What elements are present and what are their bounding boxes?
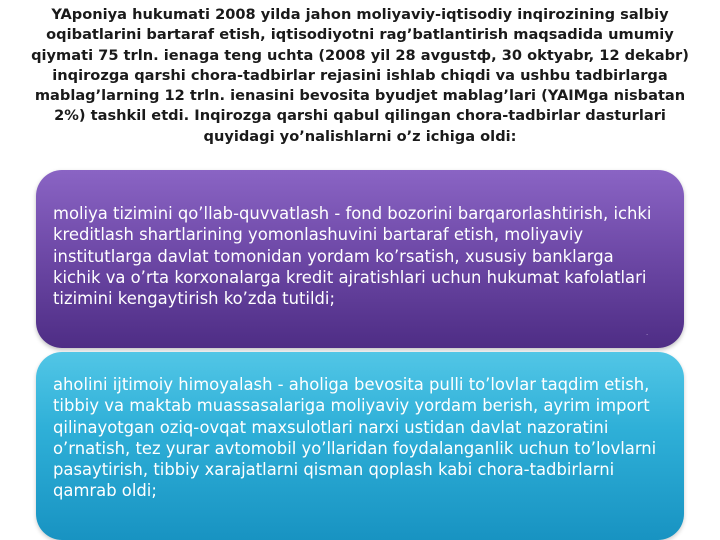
intro-paragraph: YAponiya hukumati 2008 yilda jahon moliyaviy-iqtisodiy inqirozining salbiy oqibatlarini bartaraf etish, iqtisodiyotni rag’batlantirish maqsadida umumiy qiymati 75 trln. ienaga teng uchta (2008 yil 28 avgustф, 30 oktyabr, 12 dekabr) inqirozga qarshi chora-tadbirlar rejasini ishlab chiqdi va ushbu tadbirlarga mablag’larning 12 trln. ienasini bevosita byudjet mablag’lari (YAIMga nisbatan 2%) tashkil etdi. Inqirozga qarshi qabul qilingan chora-tadbirlar dasturlari quyidagi yo’nalishlarni o’z ichiga oldi: (31, 6, 689, 145)
social-protection-box (36, 352, 684, 540)
social-protection-text: aholini ijtimoiy himoyalash - aholiga bevosita pulli to’lovlar taqdim etish, tibbiy va maktab muassasalariga moliyaviy yordam berish, ayrim import qilinayotgan oziq-ovqat maxsulotlari narxi ustidan davlat nazoratini o’rnatish, tez yurar avtomobil yo’llaridan foydalanganlik uchun to’lovlarni pasaytirish, tibbiy xarajatlarni qisman qoplash kabi chora-tadbirlarni qamrab oldi; (53, 375, 657, 501)
financial-support-text: moliya tizimini qo’llab-quvvatlash - fond bozorini barqarorlashtirish, ichki kreditlash shartlarining yomonlashuvini bartaraf etish, moliyaviy institutlarga davlat tomonidan yordam ko’rsatish, xususiy banklarga kichik va o’rta korxonalarga kredit ajratishlari uchun hukumat kafolatlari tizimini kengaytirish ko’zda tutildi; (53, 204, 652, 309)
financial-support-box (36, 170, 684, 348)
dot-mark: . (646, 329, 648, 337)
